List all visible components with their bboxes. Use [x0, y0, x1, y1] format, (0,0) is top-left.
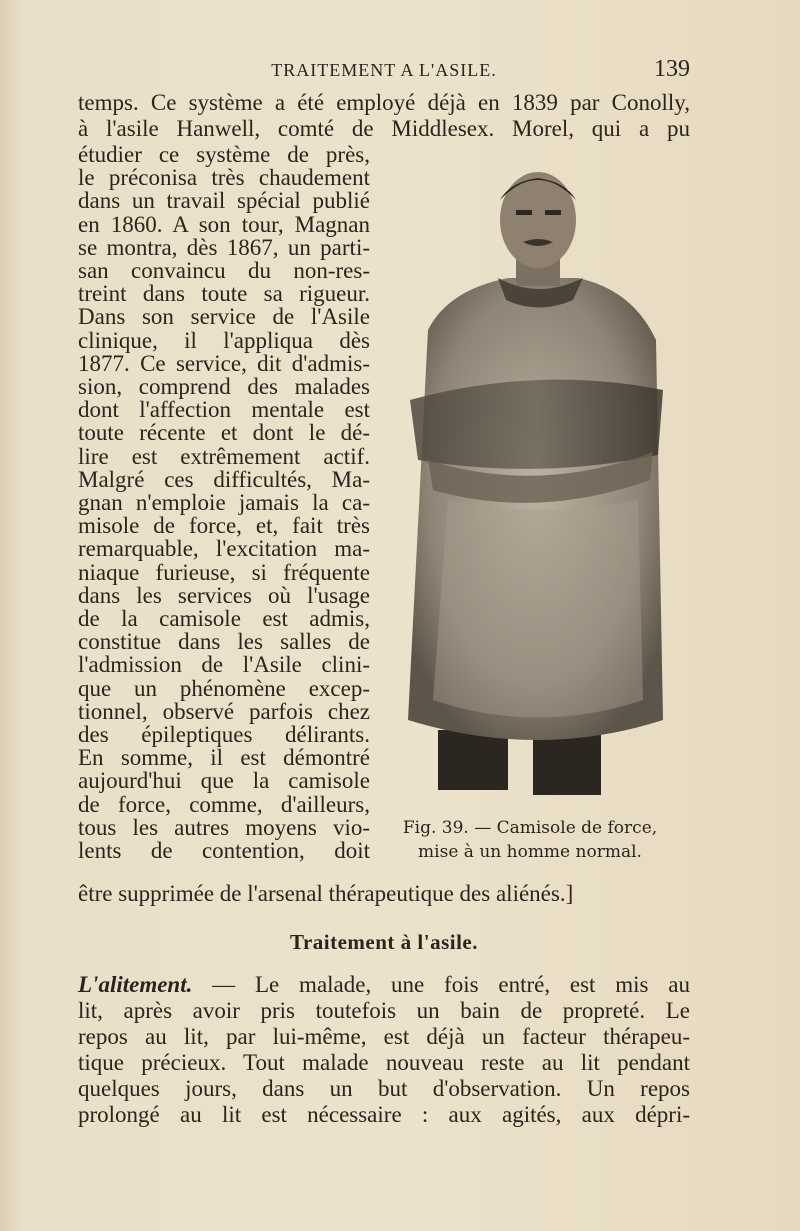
body-line: lit, après avoir pris toutefois un bain de propreté. Le — [78, 998, 690, 1023]
caption-line: mise à un homme normal. — [418, 842, 642, 862]
figure-caption — [380, 816, 680, 864]
running-header — [78, 52, 690, 86]
body-line: misole de force, et, fait très — [78, 513, 370, 539]
body-line: l'admission de l'Asile clini- — [78, 652, 370, 678]
paragraph-lead: L'alitement. — [78, 972, 193, 997]
running-title: TRAITEMENT A L'ASILE. — [271, 60, 497, 80]
body-line: Dans son service de l'Asile — [78, 304, 370, 330]
body-line: dans un travail spécial publié — [78, 188, 370, 214]
body-line: tous les autres moyens vio- — [78, 814, 370, 840]
section-title: Traitement à l'asile. — [290, 930, 478, 954]
page-number: 139 — [654, 56, 690, 82]
body-line: quelques jours, dans un but d'observation. Un repos — [78, 1076, 690, 1101]
body-line: lire est extrêmement actif. — [78, 443, 370, 469]
body-line: niaque furieuse, si fréquente — [78, 559, 370, 585]
body-line: être supprimée de l'arsenal thérapeutique des aliénés.] — [78, 881, 574, 906]
body-line: tionnel, observé parfois chez — [78, 698, 370, 724]
body-line: constitue dans les salles de — [78, 629, 370, 655]
paragraph-text: — Le malade, une fois entré, est mis au — [192, 972, 690, 997]
body-line: que un phénomène excep- — [78, 675, 370, 701]
body-line: En somme, il est démontré — [78, 745, 370, 771]
body-line: aujourd'hui que la camisole — [78, 768, 370, 794]
body-line: treint dans toute sa rigueur. — [78, 281, 370, 307]
body-line: à l'asile Hanwell, comté de Middlesex. Morel, qui a pu — [78, 116, 690, 141]
man-in-straitjacket-illustration — [388, 160, 688, 810]
body-line: clinique, il l'appliqua dès — [78, 327, 370, 353]
body-line: se montra, dès 1867, un parti- — [78, 234, 370, 260]
body-line: temps. Ce système a été employé déjà en 1839 par Conolly, — [78, 90, 690, 115]
caption-line: Fig. 39. — Camisole de force, — [402, 818, 658, 838]
body-line: remarquable, l'excitation ma- — [78, 536, 370, 562]
body-line: dans les services où l'usage — [78, 582, 370, 608]
figure-photograph — [388, 160, 688, 810]
body-line: étudier ce système de près, — [78, 142, 370, 167]
body-line: de force, comme, d'ailleurs, — [78, 791, 370, 817]
body-line: Malgré ces difficultés, Ma- — [78, 466, 370, 492]
body-line: lents de contention, doit — [78, 838, 370, 863]
body-line: tique précieux. Tout malade nouveau reste au lit pendant — [78, 1050, 690, 1075]
body-line: en 1860. A son tour, Magnan — [78, 211, 370, 237]
body-line: toute récente et dont le dé- — [78, 420, 370, 446]
paragraph-first-line — [78, 972, 690, 998]
body-line: le préconisa très chaudement — [78, 165, 370, 191]
body-line: dont l'affection mentale est — [78, 397, 370, 423]
body-line: des épileptiques délirants. — [78, 722, 370, 747]
body-line: 1877. Ce service, dit d'admis- — [78, 350, 370, 376]
body-line: san convaincu du non-res- — [78, 258, 370, 283]
body-line: repos au lit, par lui-même, est déjà un facteur thérapeu- — [78, 1024, 690, 1049]
body-line: sion, comprend des malades — [78, 374, 370, 399]
body-line: de la camisole est admis, — [78, 606, 370, 631]
body-line: prolongé au lit est nécessaire : aux agités, aux dépri- — [78, 1102, 690, 1127]
body-line: gnan n'emploie jamais la ca- — [78, 490, 370, 515]
